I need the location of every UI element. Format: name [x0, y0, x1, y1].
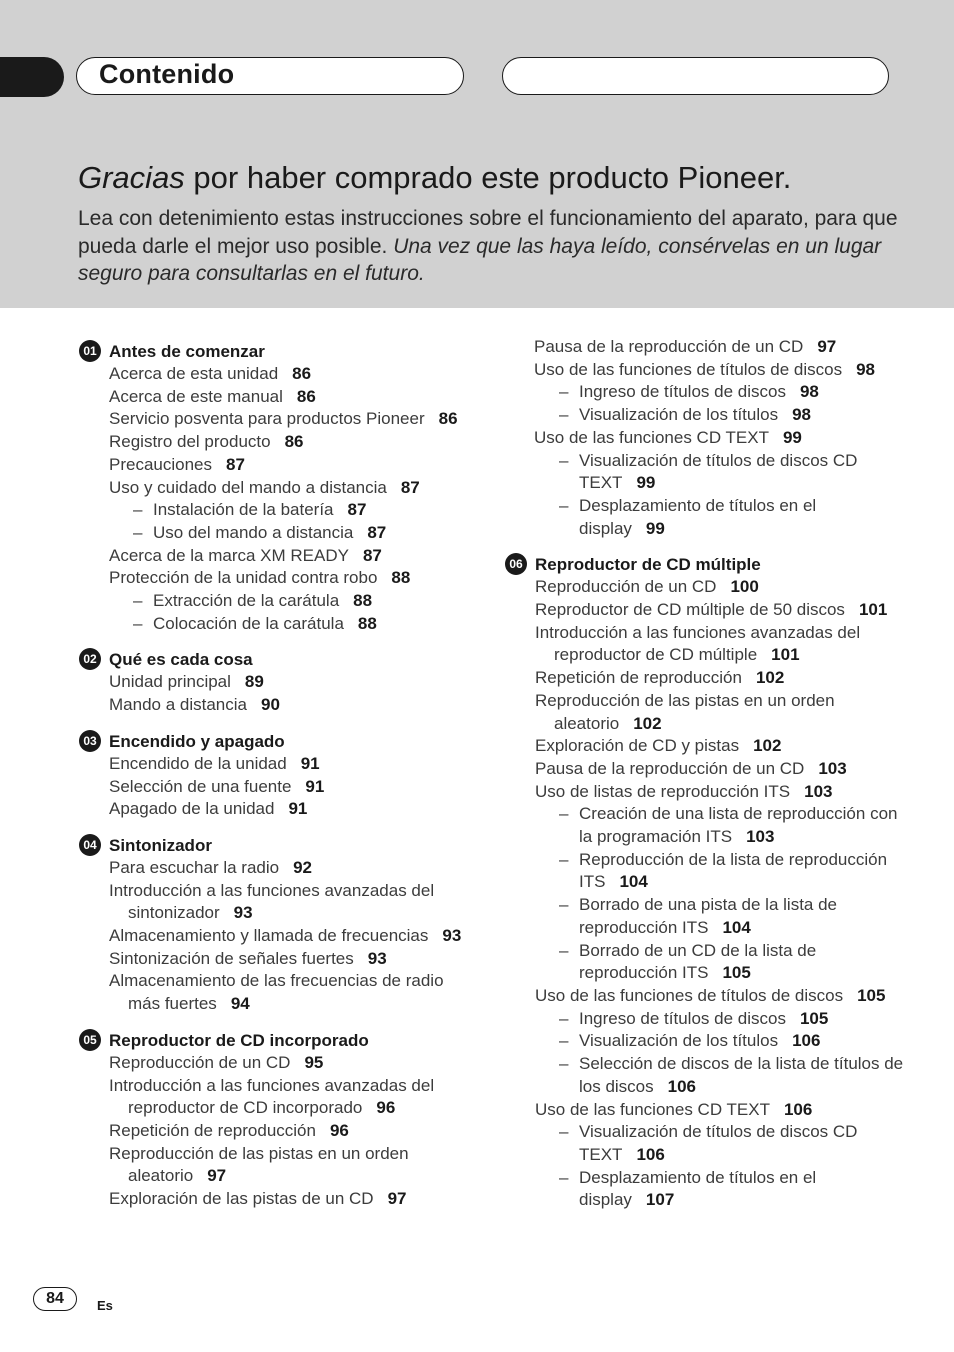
entry-page-number: 105	[857, 985, 886, 1005]
entry-page-number: 95	[304, 1052, 324, 1072]
header-band	[0, 0, 954, 308]
entry-page-number: 86	[284, 432, 304, 452]
entry-text: Exploración de las pistas de un CD	[109, 1189, 374, 1209]
entry-text: Apagado de la unidad	[109, 799, 275, 819]
section-title-text: Reproductor de CD incorporado	[109, 1030, 369, 1050]
entry-text: Introducción a las funciones avanzadas del reproductor de CD múltiple	[535, 622, 861, 665]
toc-entry	[78, 948, 478, 971]
toc-entry	[78, 545, 478, 568]
entry-page-number: 93	[233, 903, 253, 923]
toc-entry	[504, 622, 904, 667]
entry-text: Almacenamiento de las frecuencias de radio más fuertes	[109, 971, 444, 1014]
toc-entry	[504, 690, 904, 735]
toc-subentry	[504, 1030, 904, 1053]
chapter-number-badge: 01	[79, 340, 101, 362]
entry-page-number: 87	[367, 522, 387, 542]
entry-page-number: 102	[755, 668, 785, 688]
toc-left-column	[78, 340, 478, 1224]
dash-bullet: –	[559, 1122, 569, 1142]
entry-text: Servicio posventa para productos Pioneer	[109, 409, 425, 429]
chapter-number-badge: 02	[79, 648, 101, 670]
section-heading	[504, 553, 904, 576]
dash-bullet: –	[559, 940, 569, 960]
entry-page-number: 106	[783, 1099, 813, 1119]
toc-section	[504, 553, 904, 1212]
toc-entry	[504, 781, 904, 804]
entry-text: Visualización de los títulos	[579, 1031, 779, 1051]
entry-page-number: 86	[296, 386, 316, 406]
entry-page-number: 89	[244, 672, 264, 692]
entry-text: Selección de discos de la lista de títulos de los discos	[579, 1054, 904, 1096]
toc-section	[78, 648, 478, 716]
toc-entry	[78, 1143, 478, 1188]
section-title-pill	[76, 57, 464, 95]
toc-right-column	[504, 336, 904, 1225]
toc-subentry	[504, 1053, 904, 1098]
headline-italic: Gracias	[78, 160, 185, 195]
entry-page-number: 88	[357, 613, 377, 633]
toc-section	[504, 336, 904, 540]
entry-text: Almacenamiento y llamada de frecuencias	[109, 926, 429, 946]
entry-page-number: 88	[353, 591, 373, 611]
entry-text: Desplazamiento de títulos en el display	[579, 1167, 817, 1210]
entry-text: Uso de las funciones CD TEXT	[535, 1099, 770, 1119]
toc-entry	[78, 1075, 478, 1120]
entry-page-number: 97	[387, 1189, 407, 1209]
toc-subentry	[504, 495, 904, 540]
entry-text: Repetición de reproducción	[109, 1120, 316, 1140]
toc-section	[78, 1029, 478, 1211]
entry-text: Repetición de reproducción	[535, 668, 742, 688]
intro-paragraph	[78, 205, 898, 288]
entry-text: Introducción a las funciones avanzadas del sintonizador	[109, 880, 435, 923]
dash-bullet: –	[559, 495, 569, 515]
entry-text: Ingreso de títulos de discos	[579, 1008, 786, 1028]
toc-subentry	[504, 404, 904, 427]
dash-bullet: –	[133, 591, 143, 611]
entry-page-number: 104	[619, 872, 648, 892]
toc-entry	[78, 567, 478, 590]
section-heading	[78, 730, 478, 753]
entry-text: Borrado de una pista de la lista de reproducción ITS	[579, 895, 838, 937]
dash-bullet: –	[559, 382, 569, 402]
entry-page-number: 86	[438, 409, 458, 429]
entry-text: Acerca de la marca XM READY	[109, 545, 349, 565]
toc-subentry	[504, 849, 904, 894]
toc-entry	[78, 1120, 478, 1143]
chapter-number-badge: 04	[79, 834, 101, 856]
toc-entry	[78, 1188, 478, 1211]
entry-page-number: 98	[799, 382, 819, 402]
entry-page-number: 106	[792, 1031, 821, 1051]
entry-page-number: 87	[400, 477, 420, 497]
entry-page-number: 97	[207, 1166, 227, 1186]
toc-entry	[78, 970, 478, 1015]
dash-bullet: –	[559, 1031, 569, 1051]
toc-entry	[78, 925, 478, 948]
toc-section	[78, 834, 478, 1016]
entry-text: Reproducción de un CD	[109, 1052, 291, 1072]
entry-text: Uso de listas de reproducción ITS	[535, 781, 791, 801]
entry-page-number: 100	[730, 577, 759, 597]
entry-text: Sintonización de señales fuertes	[109, 948, 354, 968]
entry-page-number: 102	[753, 736, 782, 756]
section-tab-marker	[0, 57, 64, 97]
toc-entry	[504, 599, 904, 622]
entry-page-number: 105	[722, 963, 751, 983]
toc-subentry	[504, 1121, 904, 1166]
toc-entry	[504, 1099, 904, 1122]
entry-text: Introducción a las funciones avanzadas del reproductor de CD incorporado	[109, 1075, 435, 1118]
entry-page-number: 103	[804, 781, 833, 801]
dash-bullet: –	[133, 613, 143, 633]
entry-page-number: 103	[818, 758, 847, 778]
toc-subentry	[504, 803, 904, 848]
entry-text: Ingreso de títulos de discos	[579, 382, 786, 402]
toc-entry	[504, 667, 904, 690]
toc-subentry	[504, 894, 904, 939]
entry-text: Extracción de la carátula	[153, 591, 340, 611]
entry-text: Borrado de un CD de la lista de reproducción ITS	[579, 940, 817, 983]
headline-rest: por haber comprado este producto Pioneer.	[184, 160, 792, 195]
entry-page-number: 92	[293, 857, 313, 877]
entry-page-number: 93	[442, 926, 462, 946]
dash-bullet: –	[559, 1008, 569, 1028]
dash-bullet: –	[559, 450, 569, 470]
section-heading	[78, 648, 478, 671]
toc-subentry	[504, 450, 904, 495]
entry-text: Encendido de la unidad	[109, 753, 287, 773]
entry-page-number: 86	[292, 364, 312, 383]
section-title-text: Sintonizador	[109, 835, 212, 855]
entry-text: Para escuchar la radio	[109, 857, 280, 877]
toc-entry	[504, 336, 904, 359]
entry-page-number: 91	[305, 776, 325, 796]
toc-entry	[504, 758, 904, 781]
entry-text: Acerca de esta unidad	[109, 364, 279, 383]
dash-bullet: –	[559, 895, 569, 915]
toc-entry	[78, 880, 478, 925]
entry-text: Reproducción de la lista de reproducción ITS	[579, 849, 888, 892]
toc-subentry	[78, 613, 478, 636]
toc-entry	[504, 427, 904, 450]
section-heading	[78, 1029, 478, 1052]
entry-text: Visualización de títulos de discos CD TEXT	[579, 450, 858, 493]
entry-page-number: 93	[367, 948, 387, 968]
intro-plain: Lea con detenimiento estas instrucciones sobre el funcionamiento del aparato, para que pueda darle el mejor uso posible.	[78, 207, 898, 258]
section-title: Contenido	[99, 59, 235, 89]
dash-bullet: –	[133, 500, 143, 520]
toc-entry	[504, 359, 904, 382]
entry-page-number: 88	[391, 568, 411, 588]
toc-entry	[78, 431, 478, 454]
toc-subentry	[504, 940, 904, 985]
entry-page-number: 87	[362, 545, 382, 565]
toc-entry	[78, 477, 478, 500]
toc-subentry	[504, 1008, 904, 1031]
entry-text: Creación de una lista de reproducción con la programación ITS	[579, 804, 898, 847]
dash-bullet: –	[559, 1167, 569, 1187]
entry-text: Exploración de CD y pistas	[535, 736, 740, 756]
entry-page-number: 101	[771, 645, 800, 665]
blank-title-pill	[502, 57, 889, 95]
entry-page-number: 102	[633, 713, 662, 733]
entry-text: Instalación de la batería	[153, 500, 334, 520]
toc-entry	[78, 776, 478, 799]
entry-text: Uso del mando a distancia	[153, 522, 354, 542]
toc-section	[78, 340, 478, 635]
entry-page-number: 87	[226, 454, 245, 474]
dash-bullet: –	[559, 849, 569, 869]
section-title-text: Antes de comenzar	[109, 342, 265, 361]
toc-entry	[78, 363, 478, 386]
entry-page-number: 96	[376, 1098, 396, 1118]
entry-page-number: 97	[817, 337, 837, 356]
entry-text: Pausa de la reproducción de un CD	[535, 758, 805, 778]
toc-section	[78, 730, 478, 821]
entry-text: Acerca de este manual	[109, 386, 283, 406]
entry-text: Precauciones	[109, 454, 213, 474]
chapter-number-badge: 03	[79, 730, 101, 752]
entry-page-number: 101	[858, 600, 888, 620]
entry-text: Reproducción de un CD	[535, 577, 717, 597]
entry-page-number: 91	[288, 799, 308, 819]
toc-entry	[78, 386, 478, 409]
entry-text: Selección de una fuente	[109, 776, 292, 796]
entry-page-number: 106	[636, 1144, 665, 1164]
toc-entry	[78, 671, 478, 694]
entry-text: Desplazamiento de títulos en el display	[579, 495, 817, 538]
toc-entry	[78, 857, 478, 880]
toc-subentry	[78, 499, 478, 522]
chapter-number-badge: 06	[505, 553, 527, 575]
entry-text: Pausa de la reproducción de un CD	[534, 337, 804, 356]
section-title-text: Reproductor de CD múltiple	[535, 555, 761, 575]
entry-page-number: 104	[722, 917, 751, 937]
toc-entry	[78, 1052, 478, 1075]
entry-text: Uso de las funciones de títulos de discos	[534, 359, 843, 379]
entry-text: Uso de las funciones de títulos de discos	[535, 985, 844, 1005]
toc-subentry	[78, 590, 478, 613]
page-headline	[78, 160, 898, 196]
toc-entry	[78, 798, 478, 821]
entry-text: Visualización de los títulos	[579, 405, 779, 425]
entry-page-number: 103	[746, 827, 775, 847]
entry-text: Reproductor de CD múltiple de 50 discos	[535, 600, 845, 620]
dash-bullet: –	[559, 1054, 569, 1074]
toc-entry	[78, 408, 478, 431]
dash-bullet: –	[559, 804, 569, 824]
entry-text: Colocación de la carátula	[153, 613, 344, 633]
toc-subentry	[504, 1167, 904, 1212]
section-title-text: Encendido y apagado	[109, 731, 285, 751]
toc-entry	[504, 735, 904, 758]
entry-page-number: 96	[329, 1120, 349, 1140]
entry-page-number: 99	[636, 473, 656, 493]
entry-page-number: 90	[260, 695, 280, 715]
entry-page-number: 98	[856, 359, 875, 379]
entry-text: Mando a distancia	[109, 695, 247, 715]
entry-page-number: 106	[667, 1076, 697, 1096]
entry-text: Visualización de títulos de discos CD TEXT	[579, 1122, 858, 1164]
entry-text: Reproducción de las pistas en un orden aleatorio	[109, 1143, 409, 1186]
entry-text: Uso y cuidado del mando a distancia	[109, 477, 387, 497]
toc-entry	[504, 985, 904, 1008]
entry-page-number: 98	[792, 405, 811, 425]
chapter-number-badge: 05	[79, 1029, 101, 1051]
intro-italic: Una vez que las haya leído, consérvelas en un lugar seguro para consultarlas en el futuro.	[78, 234, 882, 285]
entry-page-number: 91	[300, 753, 320, 773]
dash-bullet: –	[133, 522, 143, 542]
entry-text: Registro del producto	[109, 432, 271, 452]
entry-page-number: 87	[347, 500, 367, 520]
entry-page-number: 94	[230, 994, 250, 1014]
toc-entry	[78, 454, 478, 477]
entry-page-number: 99	[782, 427, 802, 447]
entry-page-number: 99	[645, 518, 665, 538]
toc-entry	[78, 753, 478, 776]
entry-page-number: 105	[799, 1008, 829, 1028]
language-code: Es	[97, 1298, 113, 1313]
toc-entry	[78, 694, 478, 717]
toc-entry	[504, 576, 904, 599]
entry-text: Unidad principal	[109, 672, 231, 692]
dash-bullet: –	[559, 405, 569, 425]
entry-text: Protección de la unidad contra robo	[109, 568, 378, 588]
entry-page-number: 107	[645, 1190, 675, 1210]
entry-text: Reproducción de las pistas en un orden aleatorio	[535, 690, 835, 733]
section-title-text: Qué es cada cosa	[109, 650, 253, 670]
toc-subentry	[78, 522, 478, 545]
entry-text: Uso de las funciones CD TEXT	[534, 427, 769, 447]
section-heading	[78, 834, 478, 857]
section-heading	[78, 340, 478, 363]
page-number: 84	[33, 1287, 77, 1311]
toc-subentry	[504, 381, 904, 404]
